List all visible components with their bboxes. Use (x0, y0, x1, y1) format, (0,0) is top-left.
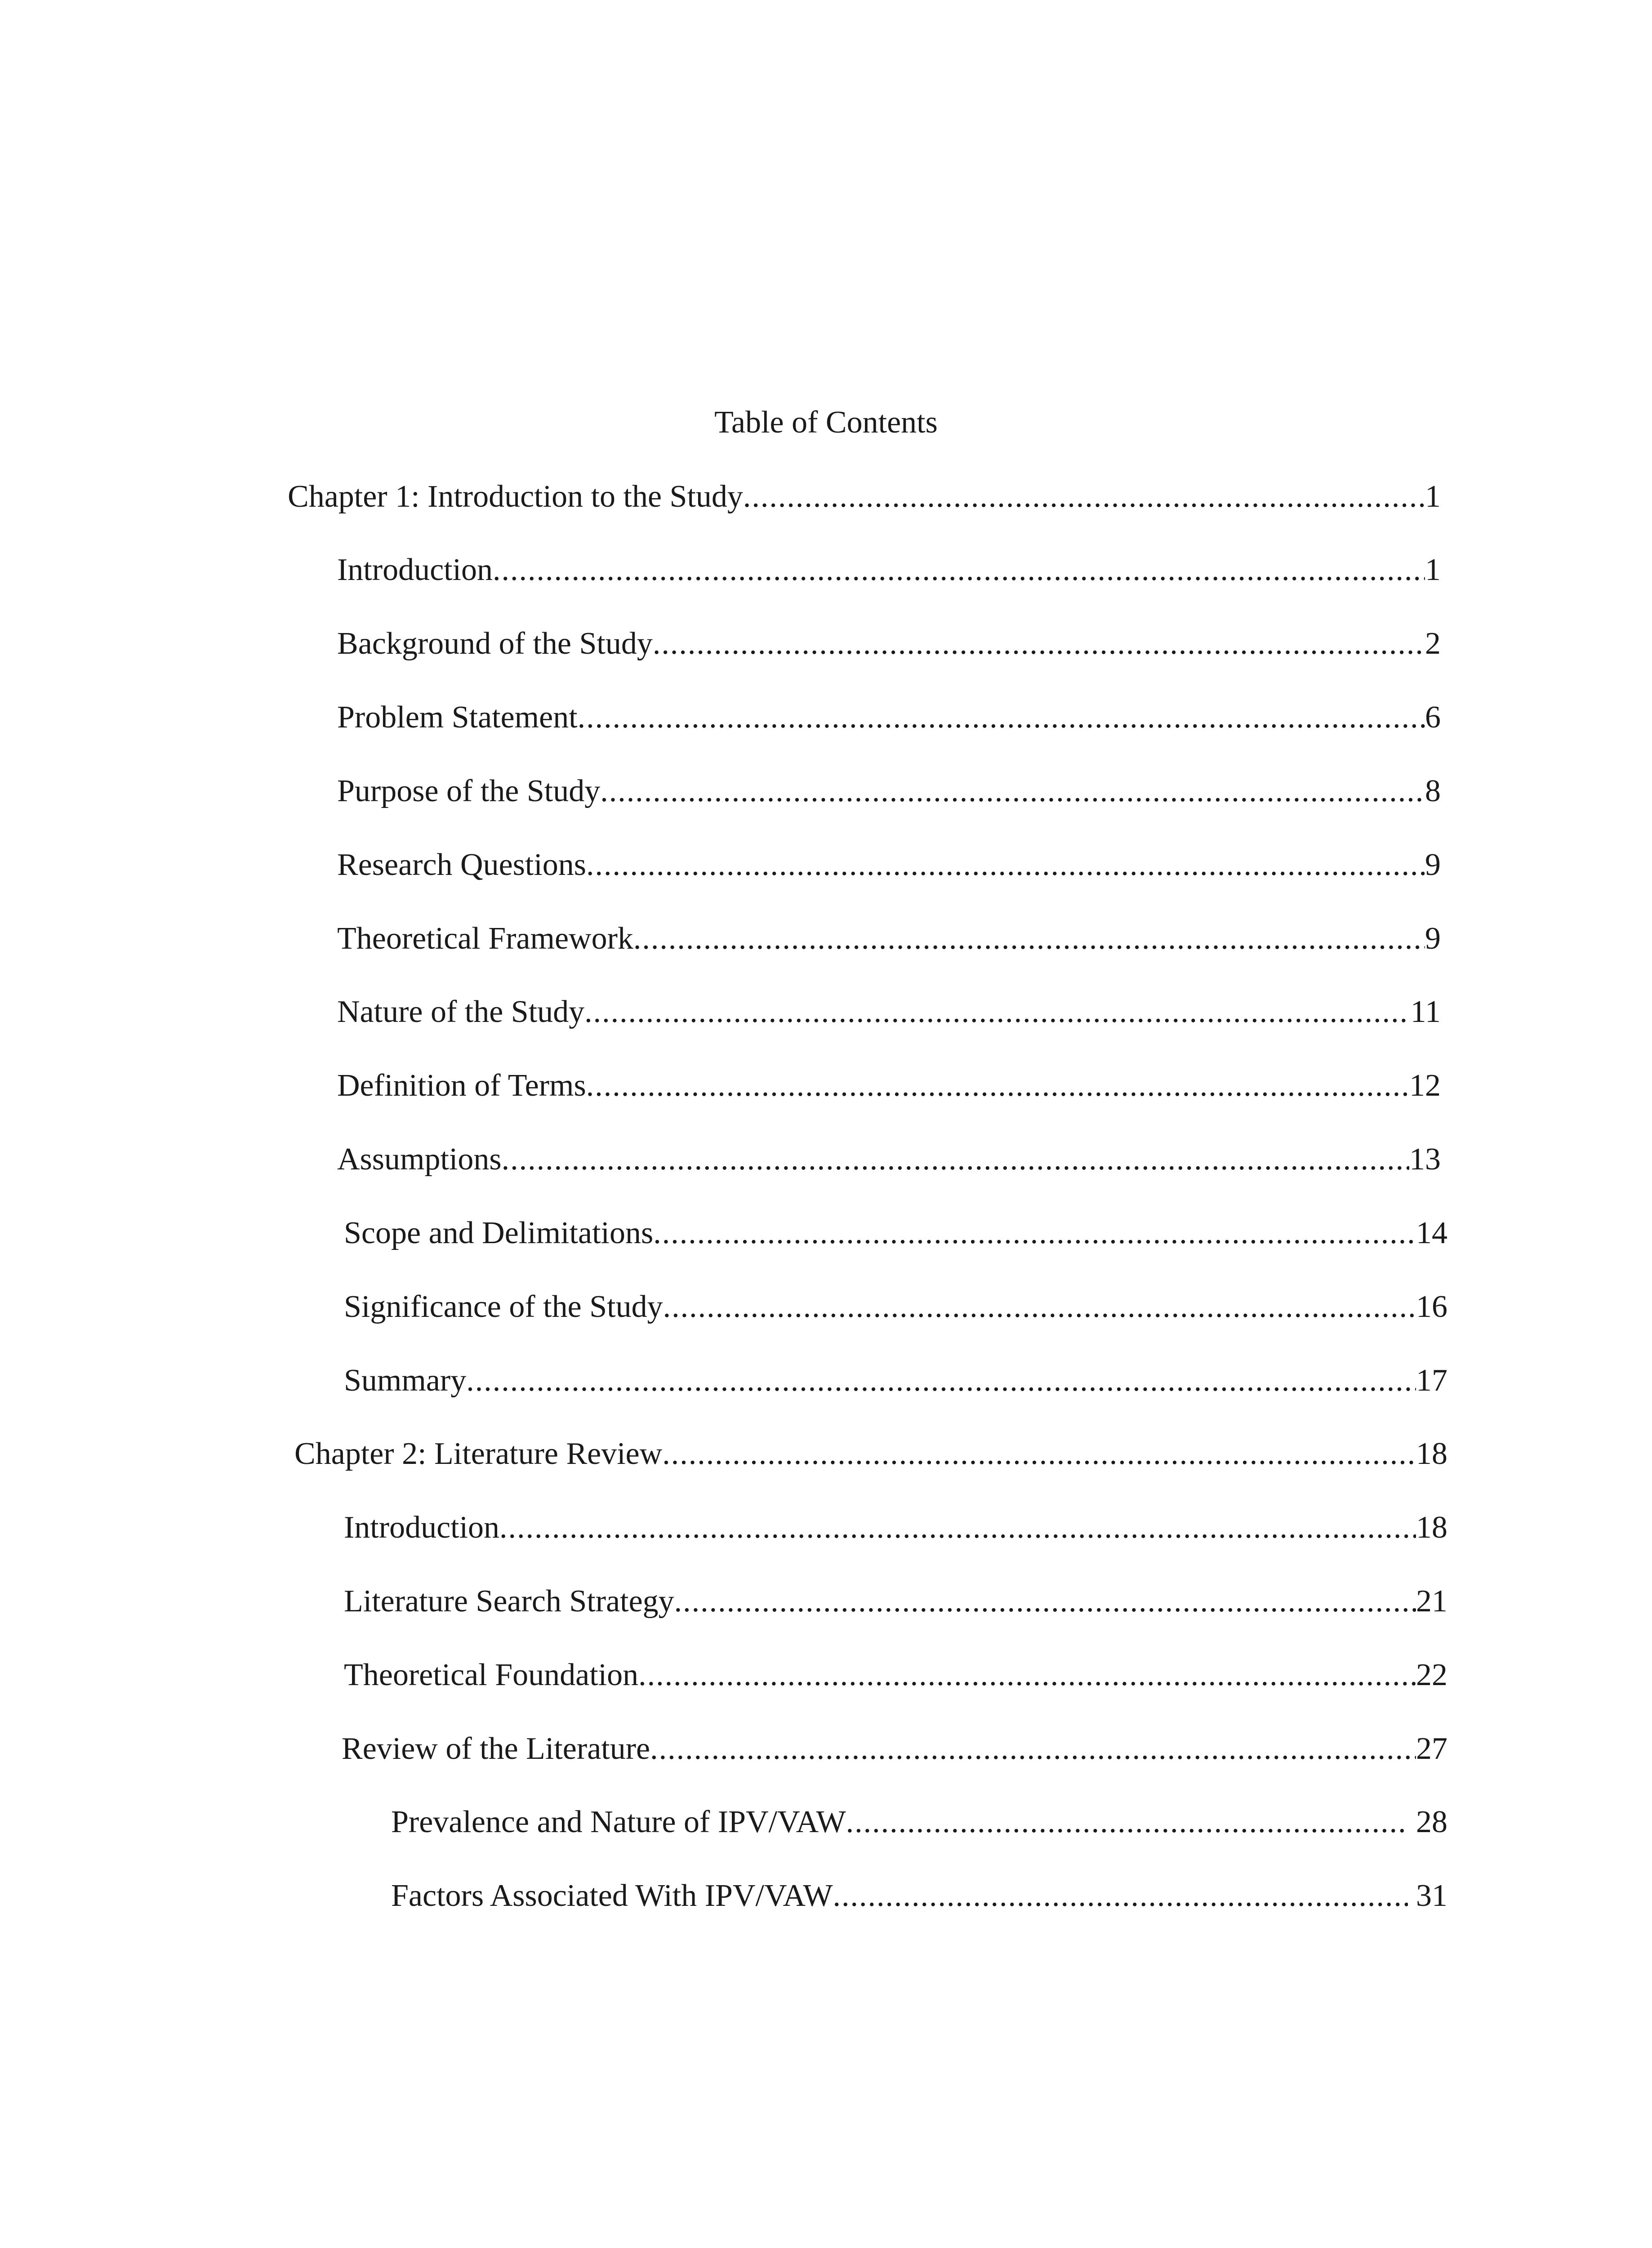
toc-entry-page: 2 (1425, 626, 1441, 661)
toc-entry-page: 12 (1409, 1068, 1441, 1103)
toc-entry-purpose[interactable] (337, 769, 1441, 814)
toc-entry-label: Problem Statement (337, 700, 578, 735)
toc-entry-factors[interactable] (391, 1873, 1447, 1918)
toc-entry-scope[interactable] (344, 1211, 1447, 1256)
toc-entry-page: 28 (1416, 1805, 1447, 1839)
dot-leader (653, 1211, 1416, 1256)
toc-entry-significance[interactable] (344, 1285, 1447, 1329)
toc-entry-problem-statement[interactable] (337, 695, 1441, 740)
toc-entry-page: 1 (1425, 479, 1441, 514)
toc-entry-label: Significance of the Study (344, 1289, 663, 1324)
toc-entry-definition-of-terms[interactable] (337, 1063, 1441, 1108)
dot-leader (633, 916, 1425, 961)
toc-entry-label: Summary (344, 1363, 467, 1398)
toc-entry-page: 13 (1409, 1142, 1441, 1177)
dot-leader (499, 1505, 1416, 1550)
toc-entry-chapter-1[interactable] (288, 474, 1441, 519)
toc-entry-page: 31 (1416, 1878, 1447, 1913)
toc-entry-label: Literature Search Strategy (344, 1584, 674, 1619)
dot-leader (638, 1653, 1416, 1698)
toc-entry-research-questions[interactable] (337, 843, 1441, 888)
toc-entry-label: Scope and Delimitations (344, 1216, 654, 1250)
toc-entry-theoretical-foundation[interactable] (344, 1653, 1447, 1698)
toc-entry-label: Definition of Terms (337, 1068, 586, 1103)
dot-leader (674, 1579, 1416, 1624)
toc-entry-prevalence[interactable] (391, 1800, 1447, 1845)
toc-entry-label: Introduction (344, 1510, 500, 1545)
toc-entry-page: 9 (1425, 921, 1441, 956)
toc-entry-theoretical-framework[interactable] (337, 916, 1441, 961)
dot-leader (578, 695, 1425, 740)
toc-entry-page: 21 (1416, 1584, 1447, 1619)
toc-entry-page: 16 (1416, 1289, 1447, 1324)
dot-leader (586, 1063, 1409, 1108)
toc-entry-page: 9 (1425, 847, 1441, 882)
toc-entry-label: Prevalence and Nature of IPV/VAW (391, 1805, 846, 1839)
dot-leader (662, 1432, 1416, 1476)
dot-leader (584, 990, 1410, 1035)
toc-entry-page: 6 (1425, 700, 1441, 735)
toc-entry-page: 22 (1416, 1658, 1447, 1692)
toc-entry-page: 8 (1425, 774, 1441, 808)
dot-leader (846, 1800, 1408, 1845)
toc-entry-summary[interactable] (344, 1358, 1447, 1403)
toc-entry-label: Assumptions (337, 1142, 502, 1177)
toc-entry-page: 17 (1416, 1363, 1447, 1398)
toc-entry-assumptions[interactable] (337, 1137, 1441, 1182)
dot-leader (650, 1726, 1416, 1771)
toc-entry-page: 18 (1416, 1510, 1447, 1545)
dot-leader (663, 1285, 1416, 1329)
toc-entry-page: 27 (1416, 1731, 1447, 1766)
toc-entry-page: 1 (1425, 553, 1441, 587)
toc-entry-label: Nature of the Study (337, 995, 585, 1029)
toc-entry-label: Theoretical Framework (337, 921, 633, 956)
toc-entry-background[interactable] (337, 621, 1441, 666)
toc-entry-page: 14 (1416, 1216, 1447, 1250)
toc-entry-label: Introduction (337, 553, 493, 587)
dot-leader (502, 1137, 1409, 1182)
toc-entry-nature-of-study[interactable] (337, 990, 1441, 1035)
dot-leader (493, 548, 1425, 593)
toc-entry-label: Chapter 2: Literature Review (294, 1436, 663, 1471)
dot-leader (653, 621, 1425, 666)
toc-entry-chapter-2[interactable] (294, 1432, 1447, 1476)
toc-entry-label: Factors Associated With IPV/VAW (391, 1878, 833, 1913)
toc-entry-label: Theoretical Foundation (344, 1658, 639, 1692)
toc-entry-label: Purpose of the Study (337, 774, 601, 808)
dot-leader (466, 1358, 1416, 1403)
toc-entry-label: Background of the Study (337, 626, 653, 661)
dot-leader (586, 843, 1425, 888)
dot-leader (600, 769, 1425, 814)
toc-entry-page: 18 (1416, 1436, 1447, 1471)
toc-entry-introduction-ch2[interactable] (344, 1505, 1447, 1550)
dot-leader (833, 1873, 1408, 1918)
toc-entry-review-of-literature[interactable] (342, 1726, 1447, 1771)
toc-entry-label: Review of the Literature (342, 1731, 650, 1766)
toc-entry-page: 11 (1410, 995, 1441, 1029)
dot-leader (743, 474, 1425, 519)
toc-entry-literature-search[interactable] (344, 1579, 1447, 1624)
toc-title: Table of Contents (714, 405, 938, 440)
toc-entry-introduction[interactable] (337, 548, 1441, 593)
toc-entry-label: Research Questions (337, 847, 587, 882)
toc-entry-label: Chapter 1: Introduction to the Study (288, 479, 743, 514)
